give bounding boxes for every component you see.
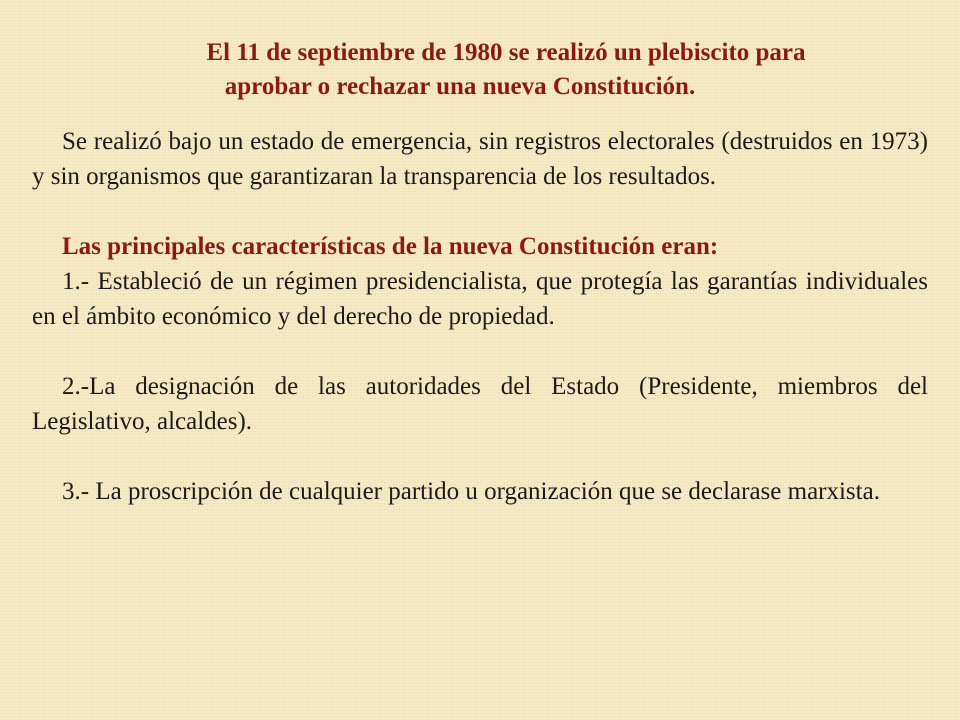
list-item-3: 3.- La proscripción de cualquier partido u organización que se declarase marxista. [62,478,880,505]
characteristics-heading: Las principales características de la nueva Constitución eran: [62,233,719,260]
title-line-2: aprobar o rechazar una nueva Constitución. [224,73,696,100]
list-item-2: 2.-La designación de las autoridades del Estado (Presidente, miembros del Legislativo, alcaldes). [32,373,928,435]
slide-content [32,36,928,706]
intro-paragraph: Se realizó bajo un estado de emergencia, sin registros electorales (destruidos en 1973) y sin organismos que garantizaran la transparencia de los resultados. [32,128,928,190]
slide-title [32,36,928,104]
title-line-1: El 11 de septiembre de 1980 se realizó un plebiscito para [206,39,806,66]
list-item-1: 1.- Estableció de un régimen presidencialista, que protegía las garantías individuales en el ámbito económico y del derecho de propiedad. [32,268,928,330]
